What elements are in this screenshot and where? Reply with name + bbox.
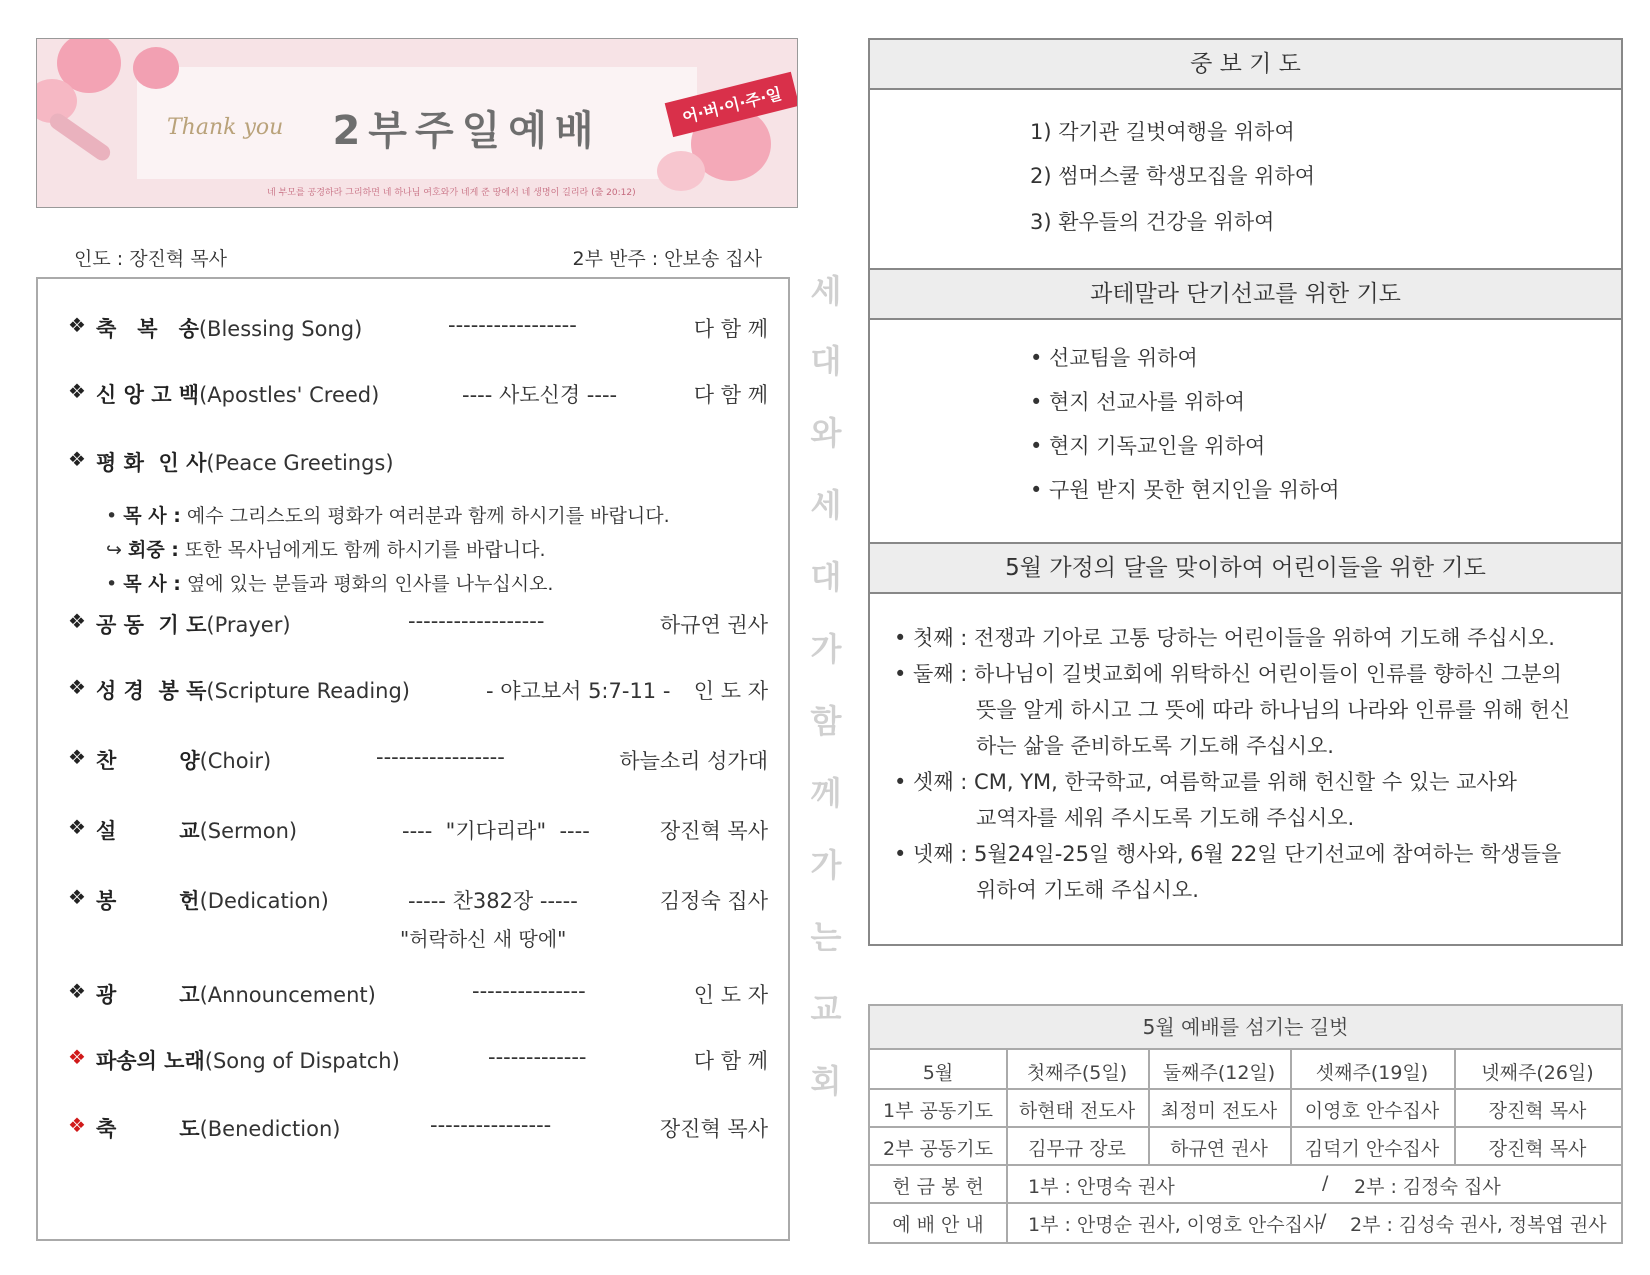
bullet-icon: •	[106, 505, 118, 527]
table-cell: 1부 : 안명순 권사, 이영호 안수집사	[1028, 1214, 1322, 1236]
bullet-icon: ❖	[68, 885, 86, 909]
order-item-detail: - 야고보서 5:7-11 -	[486, 679, 671, 703]
motto-char: 교	[810, 990, 842, 1028]
motto-char: 와	[810, 414, 842, 452]
motto-char: 대	[810, 342, 842, 380]
bullet-icon: ❖	[68, 979, 86, 1003]
peace-text: 옆에 있는 분들과 평화의 인사를 나누십시오.	[180, 573, 554, 595]
motto-char: 가	[810, 630, 842, 668]
order-item-detail: ----------------	[430, 1113, 552, 1137]
order-item-leader: 하규연 권사	[659, 613, 768, 637]
motto-char: 께	[810, 774, 842, 812]
order-item-detail: -------------	[488, 1045, 587, 1069]
prayer-item: • 현지 선교사를 위하여	[1030, 390, 1245, 414]
order-item-leader: 다 함 께	[693, 383, 768, 407]
table-row-label: 1부 공동기도	[883, 1100, 993, 1122]
order-item-english: (Blessing Song)	[198, 317, 363, 341]
prayer-box	[868, 38, 1623, 946]
motto-char: 회	[810, 1062, 842, 1100]
order-item	[68, 1045, 768, 1075]
order-item-name: 공 동 기 도(Prayer)	[96, 613, 291, 637]
speaker-label: 목 사 :	[123, 505, 181, 527]
order-item	[68, 815, 768, 845]
order-of-service	[36, 277, 790, 1241]
order-item-name: 설 교(Sermon)	[96, 819, 298, 843]
order-item-leader: 하늘소리 성가대	[619, 749, 768, 773]
schedule-table	[868, 1004, 1623, 1244]
bullet-icon: ❖	[68, 447, 86, 471]
worship-banner	[36, 38, 798, 208]
table-cell: 2부 : 김정숙 집사	[1354, 1176, 1501, 1198]
order-item-name: 평 화 인 사(Peace Greetings)	[96, 451, 394, 475]
order-item-leader: 다 함 께	[693, 317, 768, 341]
order-item-english: (Benediction)	[199, 1117, 341, 1141]
order-item-leader: 장진혁 목사	[659, 819, 768, 843]
order-item-english: (Scripture Reading)	[206, 679, 411, 703]
motto-char: 는	[810, 918, 842, 956]
speaker-label: 회중 :	[127, 539, 179, 561]
prayer-item: • 구원 받지 못한 현지인을 위하여	[1030, 478, 1340, 502]
table-header: 첫째주(5일)	[1026, 1062, 1128, 1084]
bullet-icon: ❖	[68, 745, 86, 769]
order-item-english: (Choir)	[199, 749, 272, 773]
order-item-name: 축 도(Benediction)	[96, 1117, 341, 1141]
table-divider	[870, 1164, 1621, 1166]
carnation-image	[133, 47, 179, 89]
leader-text: 인도 : 장진혁 목사	[74, 248, 227, 270]
motto-char: 세	[810, 486, 842, 524]
order-item	[68, 609, 768, 639]
table-cell: 김무규 장로	[1028, 1138, 1126, 1160]
prayer-item: • 셋째 : CM, YM, 한국학교, 여름학교를 위해 헌신할 수 있는 교사와	[894, 770, 1517, 794]
order-item-english: (Dedication)	[199, 889, 329, 913]
table-cell: 장진혁 목사	[1488, 1138, 1587, 1160]
speaker-label: 목 사 :	[123, 573, 181, 595]
order-item-detail: ---- 사도신경 ----	[462, 383, 618, 407]
prayer-item: 3) 환우들의 건강을 위하여	[1030, 210, 1275, 234]
prayer-item: 1) 각기관 길벗여행을 위하여	[1030, 120, 1295, 144]
prayer-item: • 현지 기독교인을 위하여	[1030, 434, 1266, 458]
table-divider	[870, 1126, 1621, 1128]
table-cell: 장진혁 목사	[1488, 1100, 1587, 1122]
order-item-english: (Announcement)	[199, 983, 376, 1007]
guatemala-prayer-title: 과테말라 단기선교를 위한 기도	[870, 268, 1621, 320]
service-title: 2부주일예배	[332, 108, 602, 154]
table-cell: 하규연 권사	[1170, 1138, 1268, 1160]
schedule-title: 5월 예배를 섬기는 길벗	[870, 1006, 1621, 1050]
bullet-icon: ❖	[68, 609, 86, 633]
order-item	[68, 447, 768, 477]
peace-line	[106, 569, 553, 596]
table-row-label: 예 배 안 내	[892, 1214, 984, 1236]
table-divider	[870, 1202, 1621, 1204]
table-separator: /	[1320, 1210, 1327, 1232]
order-item-english: (Song of Dispatch)	[204, 1049, 400, 1073]
peace-line	[106, 501, 670, 528]
order-item-name: 신 앙 고 백(Apostles' Creed)	[96, 383, 380, 407]
order-item-detail: ---- "기다리라" ----	[402, 819, 590, 843]
bullet-icon: ❖	[68, 815, 86, 839]
order-item-leader: 인 도 자	[693, 983, 768, 1007]
order-item	[68, 675, 768, 705]
order-item-name: 광 고(Announcement)	[96, 983, 376, 1007]
order-item	[68, 313, 768, 343]
order-item-name: 봉 헌(Dedication)	[96, 889, 329, 913]
prayer-item: • 둘째 : 하나님이 길벗교회에 위탁하신 어린이들이 인류를 향하신 그분의	[894, 662, 1562, 686]
order-item-english: (Prayer)	[206, 613, 291, 637]
table-header: 셋째주(19일)	[1315, 1062, 1429, 1084]
children-prayer-title: 5월 가정의 달을 맞이하여 어린이들을 위한 기도	[870, 542, 1621, 594]
order-item	[68, 885, 768, 915]
motto-char: 가	[810, 846, 842, 884]
order-item-leader: 다 함 께	[693, 1049, 768, 1073]
order-item-leader: 장진혁 목사	[659, 1117, 768, 1141]
bullet-icon: ❖	[68, 675, 86, 699]
prayer-item: 교역자를 세워 주시도록 기도해 주십시오.	[976, 806, 1355, 830]
prayer-item: 위하여 기도해 주십시오.	[976, 878, 1199, 902]
motto-char: 함	[810, 702, 842, 740]
table-row-label: 2부 공동기도	[883, 1138, 993, 1160]
peace-text: 예수 그리스도의 평화가 여러분과 함께 하시기를 바랍니다.	[180, 505, 670, 527]
table-cell: 최정미 전도사	[1160, 1100, 1278, 1122]
order-item-detail: -----------------	[376, 745, 505, 769]
order-item-detail: -----------------	[448, 313, 577, 337]
order-item-name: 파송의 노래(Song of Dispatch)	[96, 1049, 400, 1073]
order-item-name: 찬 양(Choir)	[96, 749, 272, 773]
peace-text: 또한 목사님에게도 함께 하시기를 바랍니다.	[178, 539, 546, 561]
thank-you-script: Thank you	[167, 115, 284, 140]
table-cell: 이영호 안수집사	[1304, 1100, 1440, 1122]
order-item-english: (Apostles' Creed)	[199, 383, 380, 407]
order-item-detail: ----- 찬382장 -----	[408, 889, 578, 913]
prayer-item: • 선교팀을 위하여	[1030, 346, 1198, 370]
motto-char: 세	[810, 272, 842, 310]
bullet-icon: •	[106, 573, 118, 595]
order-item	[68, 745, 768, 775]
order-item	[68, 1113, 768, 1143]
accompanist-text: 2부 반주 : 안보송 집사	[572, 248, 762, 270]
order-item-detail: ---------------	[472, 979, 586, 1003]
order-item-english: (Peace Greetings)	[206, 451, 394, 475]
table-divider	[870, 1088, 1621, 1090]
bullet-icon: ❖	[68, 1045, 86, 1069]
table-cell: 김덕기 안수집사	[1304, 1138, 1440, 1160]
order-item-english: (Sermon)	[199, 819, 298, 843]
order-item-name: 성 경 봉 독(Scripture Reading)	[96, 679, 411, 703]
motto-char: 대	[810, 558, 842, 596]
order-item-detail: ------------------	[408, 609, 545, 633]
table-row-label: 헌 금 봉 헌	[892, 1176, 984, 1198]
prayer-item: 하는 삶을 준비하도록 기도해 주십시오.	[976, 734, 1334, 758]
order-item-leader: 김정숙 집사	[659, 889, 768, 913]
order-item-leader: 인 도 자	[693, 679, 768, 703]
bullet-icon: ❖	[68, 379, 86, 403]
prayer-item: 뜻을 알게 하시고 그 뜻에 따라 하나님의 나라와 인류를 위해 헌신	[976, 698, 1571, 722]
intercessory-prayer-title: 중 보 기 도	[870, 40, 1621, 90]
order-item	[68, 379, 768, 409]
table-cell: 1부 : 안명숙 권사	[1028, 1176, 1175, 1198]
peace-line	[106, 535, 546, 562]
table-header: 둘째주(12일)	[1162, 1062, 1276, 1084]
order-item	[68, 979, 768, 1009]
return-arrow-icon: ↪	[106, 539, 122, 561]
table-cell: 하현태 전도사	[1018, 1100, 1136, 1122]
bullet-icon: ❖	[68, 313, 86, 337]
prayer-item: 2) 썸머스쿨 학생모집을 위하여	[1030, 164, 1316, 188]
table-separator: /	[1322, 1172, 1329, 1194]
ribbon-image	[47, 110, 114, 163]
banner-verse: 네 부모를 공경하라 그리하면 네 하나님 여호와가 네게 준 땅에서 네 생명이 길리라 (출 20:12)	[267, 188, 636, 198]
table-cell: 2부 : 김성숙 권사, 정복엽 권사	[1350, 1214, 1607, 1236]
table-header: 5월	[922, 1062, 954, 1084]
prayer-item: • 넷째 : 5월24일-25일 행사와, 6월 22일 단기선교에 참여하는 학생들을	[894, 842, 1562, 866]
table-header: 넷째주(26일)	[1481, 1062, 1594, 1084]
bullet-icon: ❖	[68, 1113, 86, 1137]
prayer-item: • 첫째 : 전쟁과 기아로 고통 당하는 어린이들을 위하여 기도해 주십시오.	[894, 626, 1555, 650]
dedication-hymn: "허락하신 새 땅에"	[400, 927, 567, 951]
order-item-name: 축 복 송(Blessing Song)	[96, 317, 363, 341]
parents-sunday-tag: 어·버·이·주·일	[665, 72, 798, 137]
